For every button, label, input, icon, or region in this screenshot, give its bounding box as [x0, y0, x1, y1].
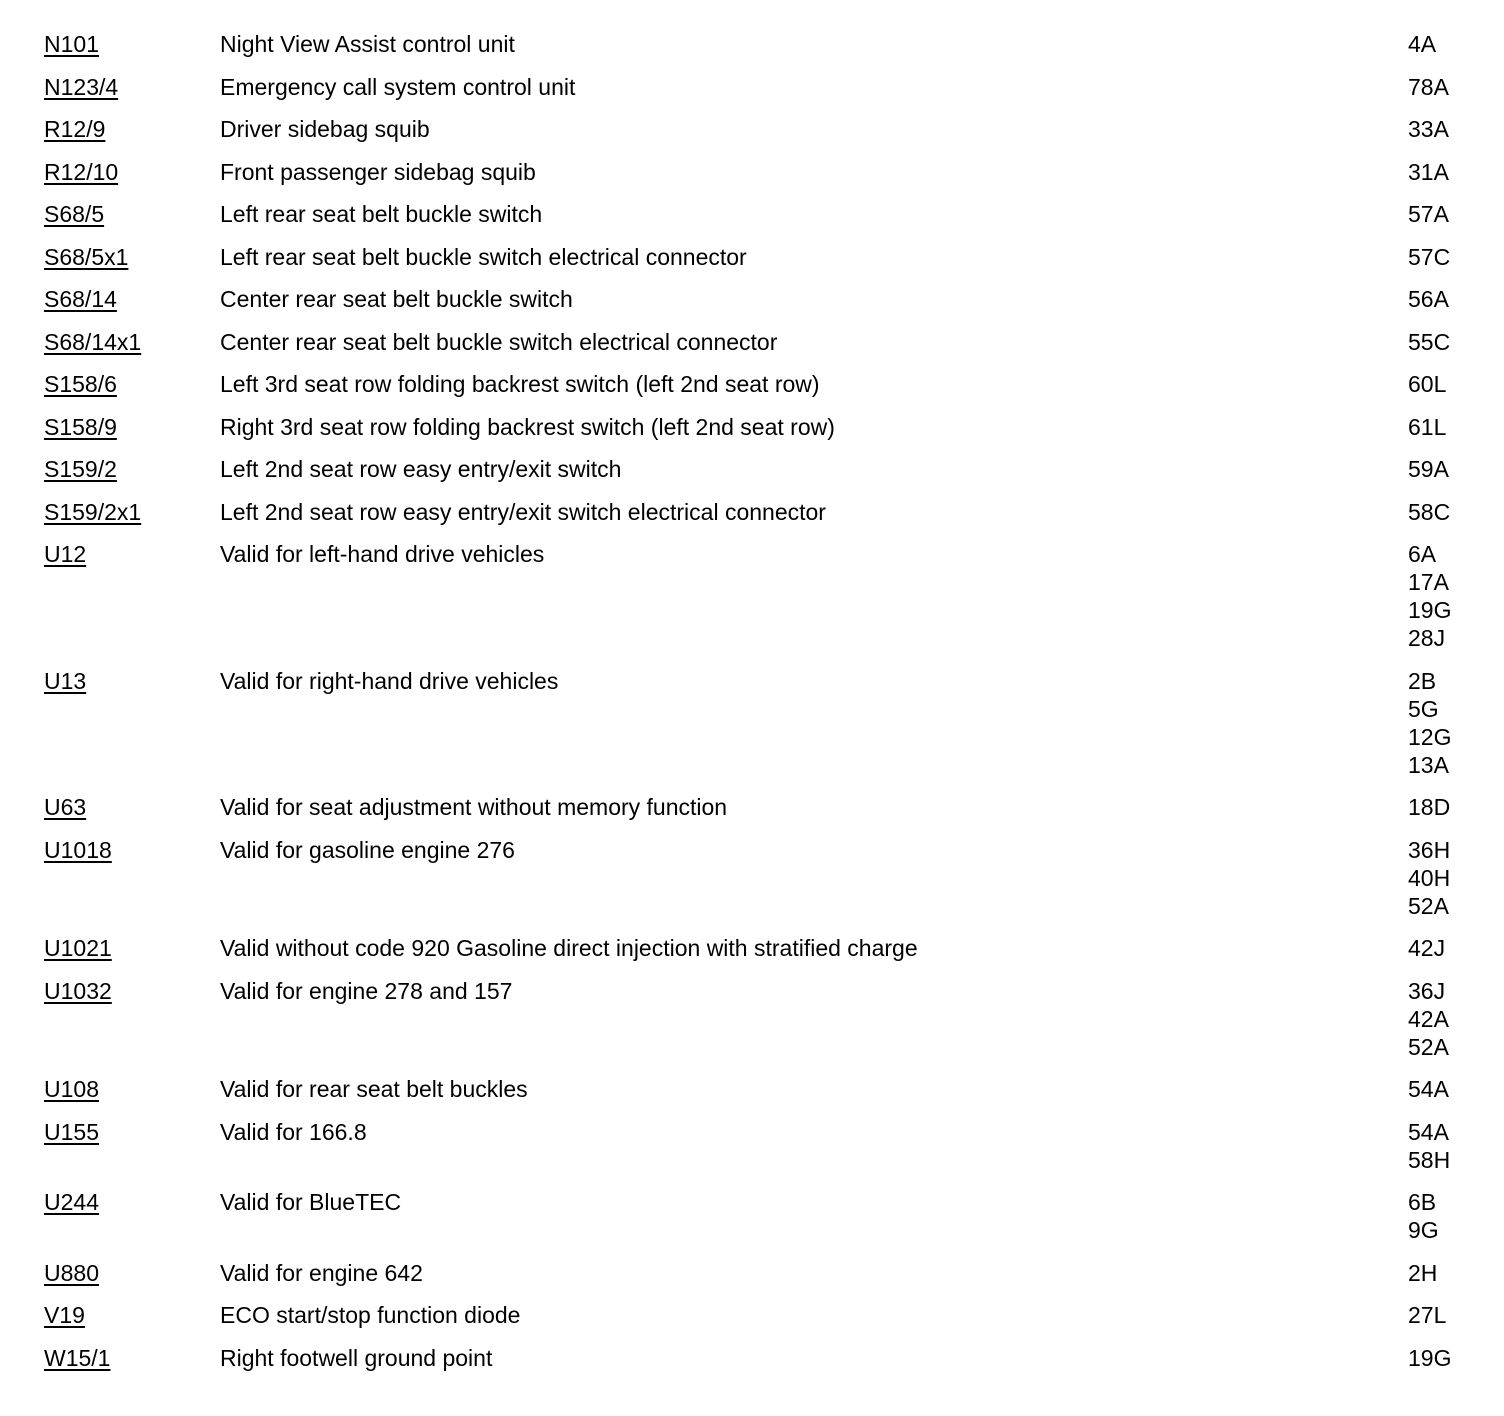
grid-location: 9G	[1408, 1217, 1439, 1243]
component-code-link[interactable]: U13	[44, 667, 87, 694]
grid-location: 27L	[1408, 1302, 1447, 1328]
grid-location-list	[1408, 243, 1450, 271]
table-row	[44, 370, 1484, 413]
grid-location: 12G	[1408, 723, 1452, 750]
table-row	[44, 1259, 1484, 1302]
grid-location-list	[1408, 200, 1449, 228]
grid-location-list	[1408, 836, 1450, 920]
grid-location: 6B	[1408, 1189, 1437, 1215]
grid-location: 13A	[1408, 751, 1449, 778]
grid-location-list	[1408, 977, 1449, 1061]
component-description: Valid for rear seat belt buckles	[220, 1076, 528, 1102]
grid-location-list	[1408, 1344, 1451, 1372]
grid-location: 60L	[1408, 371, 1447, 397]
component-code-link[interactable]: U12	[44, 541, 87, 567]
component-code-link[interactable]: U108	[44, 1076, 99, 1102]
grid-location-list	[1408, 1188, 1439, 1244]
component-code-link[interactable]: S158/6	[44, 371, 117, 397]
grid-location-list	[1408, 73, 1449, 101]
component-description: ECO start/stop function diode	[220, 1302, 521, 1328]
table-row	[44, 667, 1484, 794]
grid-location: 42A	[1408, 1005, 1449, 1032]
grid-location-list	[1408, 370, 1446, 398]
table-row	[44, 285, 1484, 328]
grid-location: 6A	[1408, 541, 1437, 567]
component-description: Valid for seat adjustment without memory function	[220, 794, 728, 820]
component-description: Left 2nd seat row easy entry/exit switch	[220, 456, 622, 482]
component-code-link[interactable]: N123/4	[44, 73, 119, 100]
component-code-link[interactable]: S159/2	[44, 456, 117, 482]
component-code-link[interactable]: S68/14	[44, 286, 117, 312]
table-row	[44, 200, 1484, 243]
grid-location: 31A	[1408, 158, 1449, 185]
component-description: Front passenger sidebag squib	[220, 158, 536, 185]
table-row	[44, 1301, 1484, 1344]
component-code-link[interactable]: R12/10	[44, 158, 119, 185]
component-description: Left 2nd seat row easy entry/exit switch electrical connector	[220, 498, 826, 525]
component-code-link[interactable]: U1018	[44, 836, 112, 863]
grid-location: 17A	[1408, 569, 1449, 595]
grid-location-list	[1408, 934, 1445, 962]
component-description: Right 3rd seat row folding backrest switch (left 2nd seat row)	[220, 413, 835, 440]
grid-location: 33A	[1408, 116, 1449, 142]
grid-location: 36H	[1408, 836, 1451, 863]
grid-location: 42J	[1408, 935, 1446, 961]
table-row	[44, 158, 1484, 201]
grid-location: 19G	[1408, 1344, 1452, 1371]
grid-location: 59A	[1408, 456, 1449, 482]
grid-location-list	[1408, 413, 1446, 441]
grid-location: 2H	[1408, 1259, 1438, 1286]
component-description: Valid for gasoline engine 276	[220, 836, 515, 863]
component-code-link[interactable]: U63	[44, 794, 87, 820]
component-description: Left 3rd seat row folding backrest switch (left 2nd seat row)	[220, 371, 820, 397]
grid-location-list	[1408, 540, 1451, 652]
component-code-link[interactable]: U1021	[44, 935, 112, 961]
grid-location-list	[1408, 1259, 1437, 1287]
grid-location: 52A	[1408, 1033, 1449, 1060]
table-row	[44, 413, 1484, 456]
component-description: Emergency call system control unit	[220, 73, 576, 100]
component-description: Valid without code 920 Gasoline direct injection with stratified charge	[220, 935, 918, 961]
grid-location: 36J	[1408, 977, 1446, 1004]
grid-location: 55C	[1408, 328, 1451, 355]
grid-location-list	[1408, 1118, 1450, 1174]
component-code-link[interactable]: U244	[44, 1189, 99, 1215]
grid-location: 56A	[1408, 286, 1449, 312]
grid-location-list	[1408, 158, 1449, 186]
component-code-link[interactable]: U155	[44, 1118, 99, 1145]
grid-location-list	[1408, 455, 1449, 483]
component-description: Valid for 166.8	[220, 1118, 367, 1145]
component-code-link[interactable]: U880	[44, 1259, 99, 1286]
component-description: Right footwell ground point	[220, 1344, 493, 1371]
table-row	[44, 498, 1484, 541]
component-description: Driver sidebag squib	[220, 116, 430, 142]
grid-location: 57C	[1408, 243, 1451, 270]
grid-location-list	[1408, 498, 1450, 526]
component-code-link[interactable]: S68/5	[44, 201, 105, 227]
component-code-link[interactable]: N101	[44, 31, 99, 57]
grid-location: 61L	[1408, 413, 1447, 440]
component-code-link[interactable]: S159/2x1	[44, 498, 142, 525]
component-description: Valid for engine 642	[220, 1259, 423, 1286]
grid-location-list	[1408, 328, 1450, 356]
component-code-link[interactable]: U1032	[44, 977, 112, 1004]
grid-location: 52A	[1408, 892, 1449, 919]
component-code-link[interactable]: V19	[44, 1302, 85, 1328]
component-description: Left rear seat belt buckle switch electrical connector	[220, 243, 747, 270]
table-row	[44, 1344, 1484, 1387]
grid-location: 54A	[1408, 1076, 1449, 1102]
component-code-link[interactable]: S68/5x1	[44, 243, 129, 270]
grid-location: 54A	[1408, 1118, 1449, 1145]
table-row	[44, 243, 1484, 286]
grid-location-list	[1408, 30, 1436, 58]
component-legend-table	[44, 30, 1484, 1386]
grid-location: 4A	[1408, 31, 1437, 57]
grid-location: 5G	[1408, 695, 1439, 722]
component-description: Valid for BlueTEC	[220, 1189, 402, 1215]
grid-location: 58H	[1408, 1146, 1451, 1173]
table-row	[44, 1188, 1484, 1259]
component-description: Center rear seat belt buckle switch	[220, 286, 573, 312]
grid-location: 58C	[1408, 498, 1451, 525]
table-row	[44, 977, 1484, 1076]
table-row	[44, 455, 1484, 498]
grid-location-list	[1408, 667, 1451, 779]
component-description: Valid for right-hand drive vehicles	[220, 667, 559, 694]
grid-location: 2B	[1408, 667, 1437, 694]
table-row	[44, 328, 1484, 371]
grid-location-list	[1408, 793, 1450, 821]
table-row	[44, 115, 1484, 158]
grid-location-list	[1408, 115, 1449, 143]
grid-location: 40H	[1408, 864, 1451, 891]
grid-location-list	[1408, 285, 1449, 313]
component-description: Valid for left-hand drive vehicles	[220, 541, 545, 567]
grid-location: 18D	[1408, 794, 1451, 820]
table-row	[44, 836, 1484, 935]
grid-location: 28J	[1408, 625, 1446, 651]
table-row	[44, 934, 1484, 977]
table-row	[44, 540, 1484, 667]
table-row	[44, 1118, 1484, 1189]
grid-location: 78A	[1408, 73, 1449, 100]
grid-location: 19G	[1408, 597, 1452, 623]
table-row	[44, 30, 1484, 73]
component-description: Valid for engine 278 and 157	[220, 977, 513, 1004]
component-description: Night View Assist control unit	[220, 31, 515, 57]
component-code-link[interactable]: W15/1	[44, 1344, 111, 1371]
table-row	[44, 793, 1484, 836]
table-row	[44, 1075, 1484, 1118]
component-code-link[interactable]: S158/9	[44, 413, 117, 440]
component-code-link[interactable]: R12/9	[44, 116, 106, 142]
grid-location-list	[1408, 1075, 1449, 1103]
component-description: Left rear seat belt buckle switch	[220, 201, 543, 227]
component-code-link[interactable]: S68/14x1	[44, 328, 142, 355]
grid-location-list	[1408, 1301, 1446, 1329]
component-description: Center rear seat belt buckle switch electrical connector	[220, 328, 778, 355]
table-row	[44, 73, 1484, 116]
grid-location: 57A	[1408, 201, 1449, 227]
